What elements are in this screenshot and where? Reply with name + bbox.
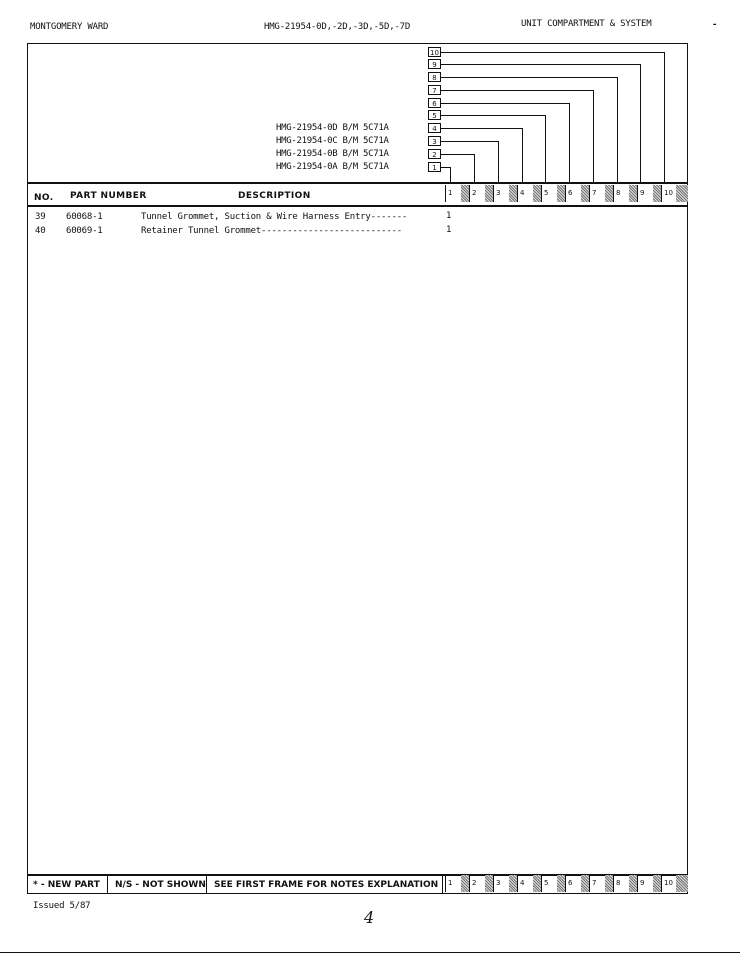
- footer-divider: [442, 875, 443, 894]
- header-dash: -: [712, 20, 718, 30]
- model-col-9: 9: [637, 185, 661, 202]
- model-box-9: 9: [428, 59, 441, 69]
- model-box-1: 1: [428, 162, 441, 172]
- part-row-description: Tunnel Grommet, Suction & Wire Harness Entry-------: [141, 212, 408, 222]
- header-left: MONTGOMERY WARD: [30, 22, 109, 32]
- model-col-5: 5: [541, 875, 565, 892]
- legend-not-shown: N/S - NOT SHOWN: [115, 880, 206, 890]
- model-col-4: 4: [517, 875, 541, 892]
- model-col-1: 1: [445, 875, 469, 892]
- model-box-2: 2: [428, 149, 441, 159]
- part-row-part-number: 60069-1: [66, 226, 103, 236]
- model-col-6: 6: [565, 185, 589, 202]
- model-box-8: 8: [428, 72, 441, 82]
- model-label-0b: HMG-21954-0B B/M 5C71A: [276, 149, 389, 159]
- part-row-description: Retainer Tunnel Grommet---------------------------: [141, 226, 402, 236]
- model-col-9: 9: [637, 875, 661, 892]
- part-row-no: 39: [35, 212, 46, 222]
- bottom-model-columns: [445, 875, 688, 893]
- part-row-qty: 1: [446, 225, 452, 235]
- footer-divider: [107, 875, 108, 894]
- issued-date: Issued 5/87: [33, 901, 91, 911]
- notes-explanation: SEE FIRST FRAME FOR NOTES EXPLANATION: [214, 880, 439, 890]
- model-box-4: 4: [428, 123, 441, 133]
- column-header-description: DESCRIPTION: [238, 191, 311, 201]
- header-section-title: UNIT COMPARTMENT & SYSTEM: [521, 19, 652, 29]
- model-col-8: 8: [613, 875, 637, 892]
- header-top-rule: [27, 182, 688, 184]
- model-col-2: 2: [469, 185, 493, 202]
- part-row-part-number: 60068-1: [66, 212, 103, 222]
- model-col-6: 6: [565, 875, 589, 892]
- model-col-2: 2: [469, 875, 493, 892]
- model-col-3: 3: [493, 185, 517, 202]
- top-model-columns: [445, 185, 688, 203]
- model-box-3: 3: [428, 136, 441, 146]
- model-box-5: 5: [428, 110, 441, 120]
- model-col-10: 10: [661, 185, 688, 202]
- column-header-no: NO.: [34, 193, 54, 203]
- page-bottom-rule: [0, 952, 740, 953]
- model-col-7: 7: [589, 875, 613, 892]
- model-col-3: 3: [493, 875, 517, 892]
- part-row-qty: 1: [446, 211, 452, 221]
- model-col-5: 5: [541, 185, 565, 202]
- model-box-7: 7: [428, 85, 441, 95]
- footer-divider: [206, 875, 207, 894]
- model-box-10: 10: [428, 47, 441, 57]
- model-label-0c: HMG-21954-0C B/M 5C71A: [276, 136, 389, 146]
- page-number: 4: [364, 908, 375, 927]
- legend-new-part: * - NEW PART: [33, 880, 100, 890]
- model-col-10: 10: [661, 875, 688, 892]
- model-box-6: 6: [428, 98, 441, 108]
- header-model-range: HMG-21954-0D,-2D,-3D,-5D,-7D: [264, 22, 411, 32]
- model-col-4: 4: [517, 185, 541, 202]
- model-label-0a: HMG-21954-0A B/M 5C71A: [276, 162, 389, 172]
- model-col-1: 1: [445, 185, 469, 202]
- part-row-no: 40: [35, 226, 46, 236]
- model-label-0d: HMG-21954-0D B/M 5C71A: [276, 123, 389, 133]
- model-col-7: 7: [589, 185, 613, 202]
- header-bottom-rule: [27, 205, 688, 207]
- model-col-8: 8: [613, 185, 637, 202]
- column-header-part-number: PART NUMBER: [70, 191, 147, 201]
